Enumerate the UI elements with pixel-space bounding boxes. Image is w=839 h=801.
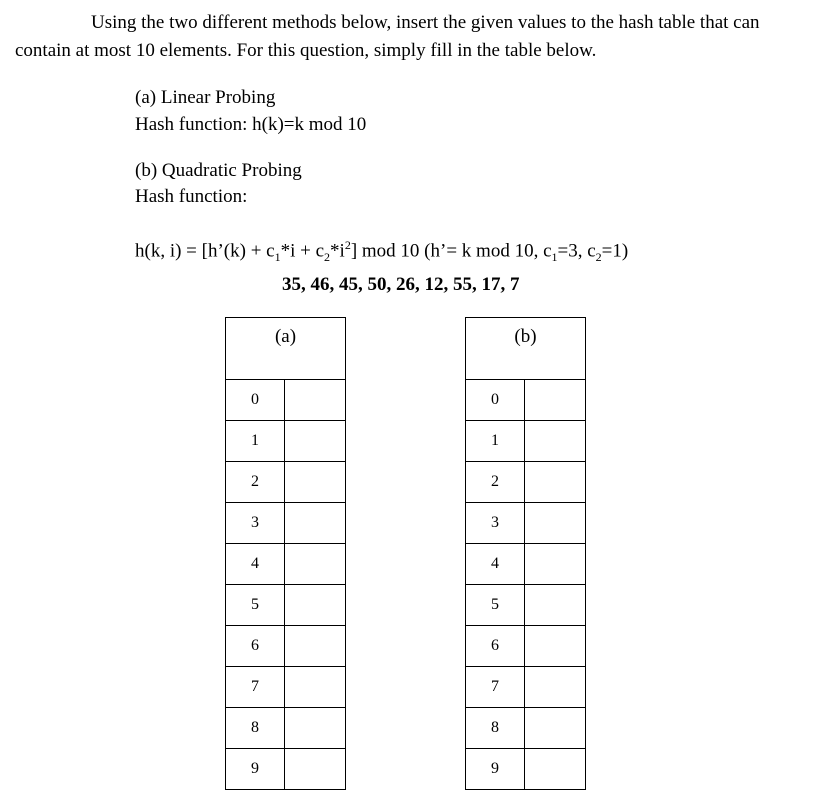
f: =1) xyxy=(601,240,629,262)
slot-value-cell[interactable] xyxy=(285,585,346,626)
slot-index: 8 xyxy=(226,708,285,749)
slot-value-cell[interactable] xyxy=(285,667,346,708)
table-row xyxy=(226,380,346,421)
slot-index: 2 xyxy=(226,462,285,503)
f: ] mod 10 (h’= k mod 10, c xyxy=(350,240,552,262)
slot-value-cell[interactable] xyxy=(525,380,586,421)
table-row xyxy=(466,626,586,667)
table-row xyxy=(226,626,346,667)
table-row xyxy=(466,667,586,708)
slot-value-cell[interactable] xyxy=(285,503,346,544)
slot-index: 2 xyxy=(466,462,525,503)
slot-value-cell[interactable] xyxy=(285,421,346,462)
table-row xyxy=(466,749,586,790)
slot-index: 9 xyxy=(226,749,285,790)
method-b-title: (b) Quadratic Probing xyxy=(135,160,302,181)
slot-index: 5 xyxy=(226,585,285,626)
method-a-title: (a) Linear Probing xyxy=(135,87,276,108)
slot-index: 3 xyxy=(466,503,525,544)
f: *i + c xyxy=(280,240,325,262)
slot-index: 3 xyxy=(226,503,285,544)
table-row xyxy=(226,585,346,626)
method-a-hash: Hash function: h(k)=k mod 10 xyxy=(135,114,367,135)
slot-value-cell[interactable] xyxy=(525,626,586,667)
table-row xyxy=(466,462,586,503)
quadratic-formula xyxy=(135,234,628,268)
slot-value-cell[interactable] xyxy=(525,667,586,708)
slot-value-cell[interactable] xyxy=(525,421,586,462)
slot-index: 7 xyxy=(226,667,285,708)
table-row xyxy=(466,708,586,749)
slot-index: 1 xyxy=(466,421,525,462)
slot-index: 6 xyxy=(226,626,285,667)
slot-value-cell[interactable] xyxy=(285,626,346,667)
slot-value-cell[interactable] xyxy=(525,462,586,503)
table-row xyxy=(226,503,346,544)
slot-index: 7 xyxy=(466,667,525,708)
table-row xyxy=(466,421,586,462)
table-row xyxy=(226,544,346,585)
table-row xyxy=(226,421,346,462)
intro-line-1: Using the two different methods below, insert the given values to the hash table that can xyxy=(91,12,760,33)
slot-value-cell[interactable] xyxy=(285,380,346,421)
slot-index: 6 xyxy=(466,626,525,667)
f: h(k, i) = [h’(k) + c xyxy=(135,240,275,262)
table-row xyxy=(226,749,346,790)
hash-table-a xyxy=(225,317,346,790)
f: 1 xyxy=(274,250,281,265)
slot-value-cell[interactable] xyxy=(525,708,586,749)
table-row xyxy=(226,462,346,503)
table-header: (b) xyxy=(466,318,586,380)
slot-index: 5 xyxy=(466,585,525,626)
table-row xyxy=(226,708,346,749)
slot-value-cell[interactable] xyxy=(285,462,346,503)
slot-index: 1 xyxy=(226,421,285,462)
table-row xyxy=(466,380,586,421)
table-row xyxy=(466,544,586,585)
slot-value-cell[interactable] xyxy=(285,708,346,749)
slot-value-cell[interactable] xyxy=(285,544,346,585)
input-values: 35, 46, 45, 50, 26, 12, 55, 17, 7 xyxy=(282,274,520,295)
method-b-hash: Hash function: xyxy=(135,186,248,207)
slot-value-cell[interactable] xyxy=(525,749,586,790)
slot-index: 0 xyxy=(466,380,525,421)
slot-value-cell[interactable] xyxy=(285,749,346,790)
table-row xyxy=(466,503,586,544)
f: 2 xyxy=(595,250,602,265)
f: 2 xyxy=(344,238,351,252)
slot-index: 4 xyxy=(466,544,525,585)
intro-line-2: contain at most 10 elements. For this question, simply fill in the table below. xyxy=(15,40,597,61)
slot-index: 0 xyxy=(226,380,285,421)
f: =3, c xyxy=(557,240,596,262)
slot-index: 9 xyxy=(466,749,525,790)
f: 2 xyxy=(324,250,331,265)
table-header: (a) xyxy=(226,318,346,380)
slot-index: 4 xyxy=(226,544,285,585)
slot-value-cell[interactable] xyxy=(525,585,586,626)
f: *i xyxy=(330,240,345,262)
f: 1 xyxy=(551,250,558,265)
slot-value-cell[interactable] xyxy=(525,544,586,585)
slot-index: 8 xyxy=(466,708,525,749)
hash-table-b xyxy=(465,317,586,790)
table-row xyxy=(226,667,346,708)
slot-value-cell[interactable] xyxy=(525,503,586,544)
table-row xyxy=(466,585,586,626)
